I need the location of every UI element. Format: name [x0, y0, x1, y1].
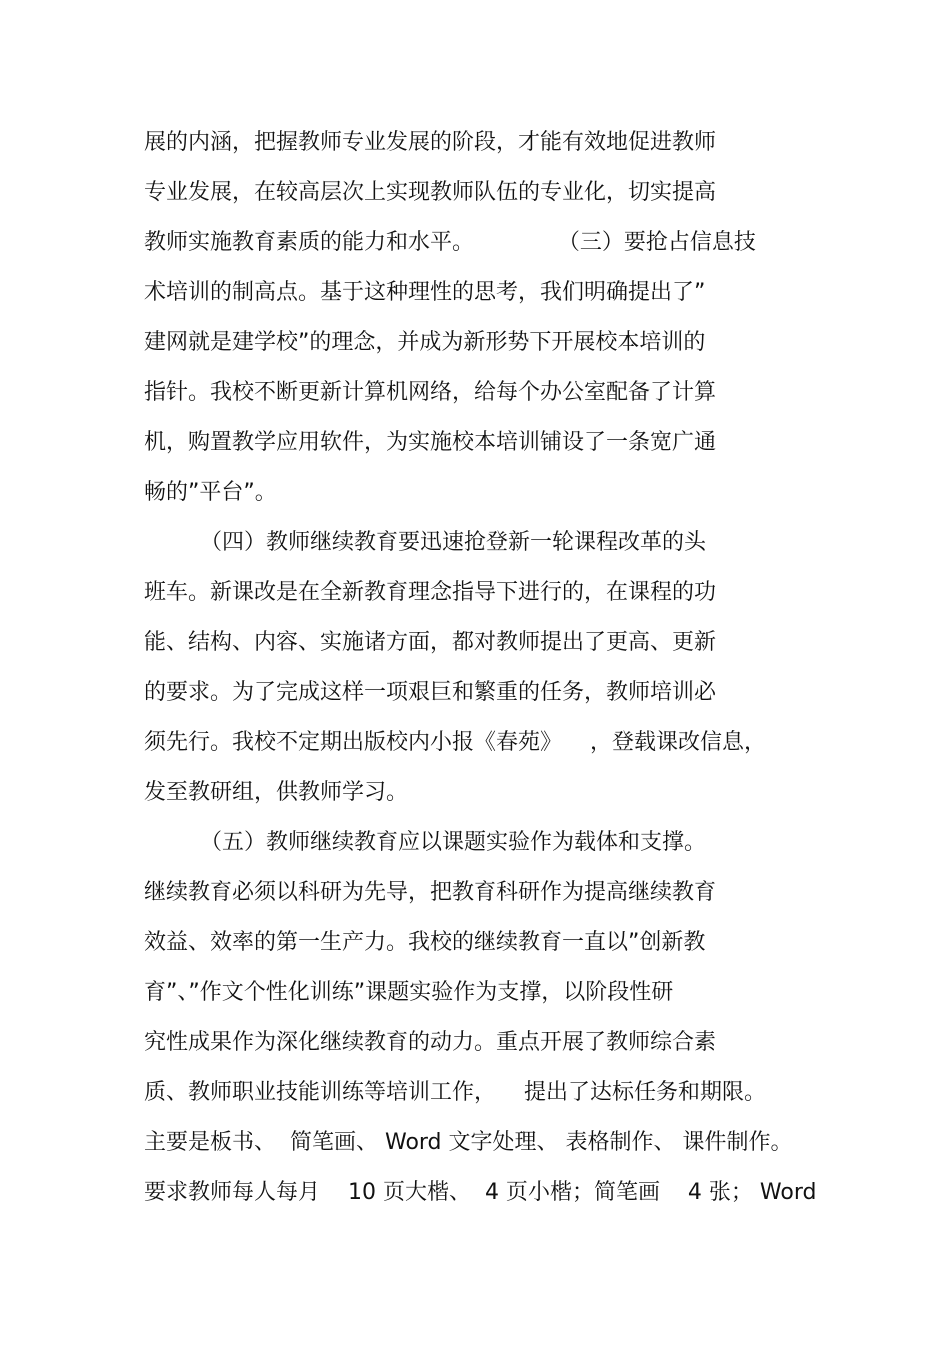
- text-line: 要求教师每人每月 10 页大楷、 4 页小楷；简笔画 4 张； Word: [144, 1180, 817, 1205]
- text-line: 建网就是建学校”的理念，并成为新形势下开展校本培训的: [144, 330, 706, 355]
- text-line: 专业发展，在较高层次上实现教师队伍的专业化，切实提高: [144, 180, 717, 205]
- text-line: 展的内涵，把握教师专业发展的阶段，才能有效地促进教师: [144, 130, 717, 155]
- text-line: 主要是板书、 简笔画、 Word 文字处理、 表格制作、 课件制作。: [144, 1130, 793, 1155]
- text-line: 机，购置教学应用软件，为实施校本培训铺设了一条宽广通: [144, 430, 717, 455]
- text-line: 究性成果作为深化继续教育的动力。重点开展了教师综合素: [144, 1030, 717, 1055]
- text-line: 育”、”作文个性化训练”课题实验作为支撑，以阶段性研: [144, 980, 674, 1005]
- text-line: 的要求。为了完成这样一项艰巨和繁重的任务，教师培训必: [144, 680, 717, 705]
- text-line: 能、结构、内容、实施诸方面，都对教师提出了更高、更新: [144, 630, 717, 655]
- text-line: 发至教研组，供教师学习。: [144, 780, 409, 805]
- text-line: 质、教师职业技能训练等培训工作， 提出了达标任务和期限。: [144, 1080, 766, 1105]
- body-text: [144, 118, 844, 1218]
- text-line: （五）教师继续教育应以课题实验作为载体和支撑。: [144, 830, 706, 855]
- text-line: （四）教师继续教育要迅速抢登新一轮课程改革的头: [144, 530, 706, 555]
- text-line: 班车。新课改是在全新教育理念指导下进行的，在课程的功: [144, 580, 717, 605]
- text-line: 教师实施教育素质的能力和水平。 （三）要抢占信息技: [144, 230, 756, 255]
- text-line: 术培训的制高点。基于这种理性的思考，我们明确提出了”: [144, 280, 706, 305]
- text-line: 畅的”平台”。: [144, 480, 277, 505]
- text-line: 指针。我校不断更新计算机网络，给每个办公室配备了计算: [144, 380, 717, 405]
- text-line: 须先行。我校不定期出版校内小报《春苑》 ，登载课改信息，: [144, 730, 766, 755]
- text-line: 继续教育必须以科研为先导，把教育科研作为提高继续教育: [144, 880, 717, 905]
- text-line: 效益、效率的第一生产力。我校的继续教育一直以”创新教: [144, 930, 706, 955]
